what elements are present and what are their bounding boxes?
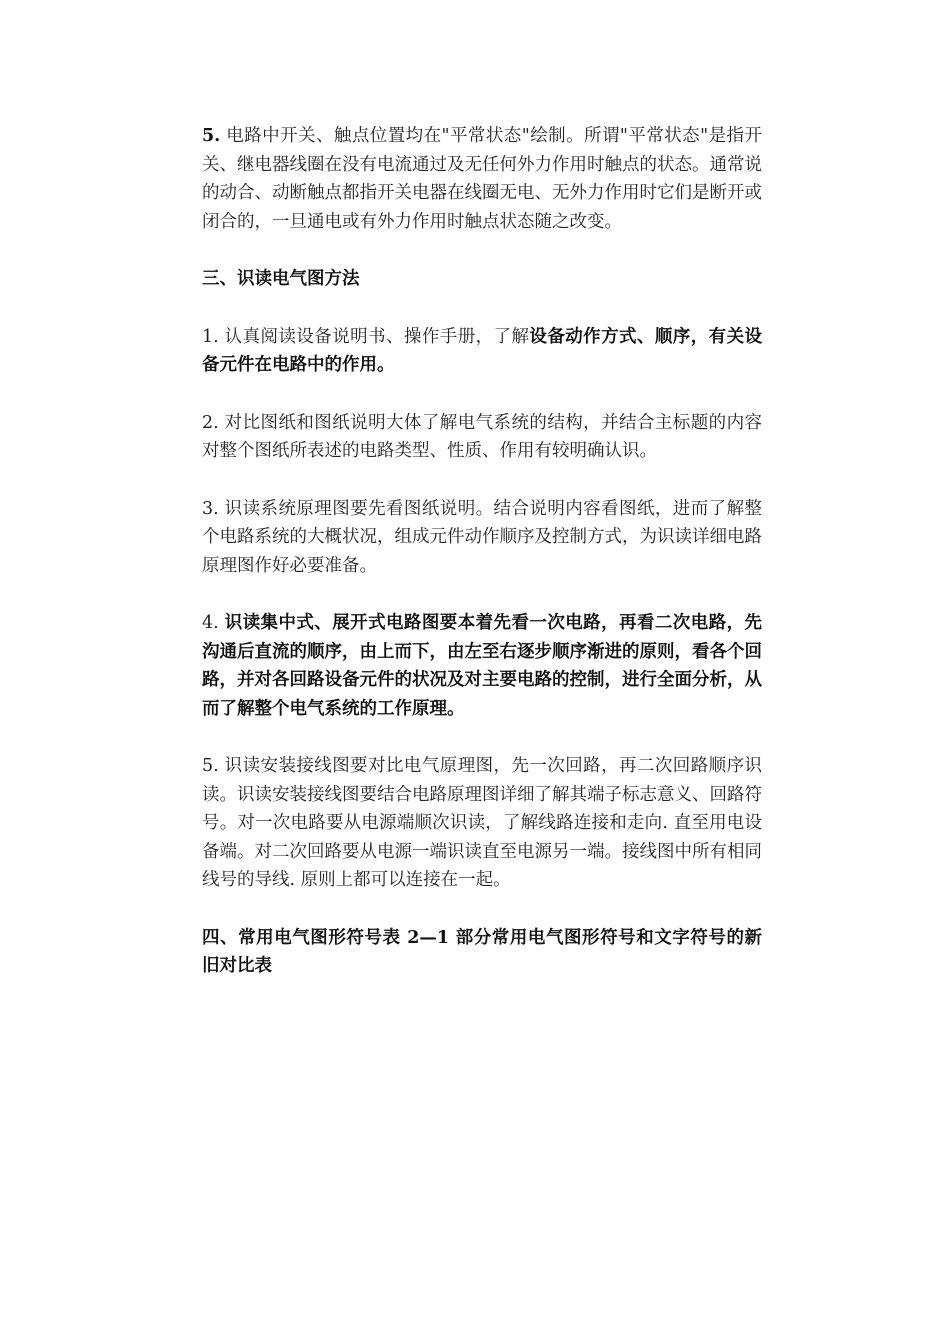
paragraph-number: 5.: [202, 126, 221, 146]
item-emphasis: 识读集中式、展开式电路图要本着先看一次电路，再看二次电路，先沟通后直流的顺序，由上而下，由左至右逐步顺序渐进的原则，看各个回路，并对各回路设备元件的状况及对主要电路的控制，进行全面分析，从而了解整个电气系统的工作原理。: [202, 613, 762, 719]
method-item-1: [202, 323, 762, 380]
paragraph-5-drawing-rule: [202, 122, 762, 236]
item-emphasis: 设备动作方式、顺序，有关设备元件在电路中的作用。: [202, 326, 762, 375]
method-item-5: 5. 识读安装接线图要对比电气原理图，先一次回路，再二次回路顺序识读。识读安装接线图要结合电路原理图详细了解其端子标志意义、回路符号。对一次电路要从电源端顺次识读，了解线路连接和走向. 直至用电设备端。对二次回路要从电源一端识读直至电源另一端。接线图中所有相同线号的导线. 原则上都可以连接在一起。: [202, 756, 762, 890]
method-item-2: 2. 对比图纸和图纸说明大体了解电气系统的结构，并结合主标题的内容对整个图纸所表述的电路类型、性质、作用有较明确认识。: [202, 412, 762, 461]
section-heading-3: 三、识读电气图方法: [202, 269, 360, 289]
item-number: 4.: [202, 613, 225, 633]
section-heading-4: 四、常用电气图形符号表 2—1 部分常用电气图形符号和文字符号的新旧对比表: [202, 927, 762, 976]
paragraph-text: 电路中开关、触点位置均在"平常状态"绘制。所谓"平常状态"是指开关、继电器线圈在没有电流通过及无任何外力作用时触点的状态。通常说的动合、动断触点都指开关电器在线圈无电、无外力作用时它们是断开或闭合的，一旦通电或有外力作用时触点状态随之改变。: [202, 126, 762, 232]
item-text: 1. 认真阅读设备说明书、操作手册，了解: [202, 326, 530, 347]
document-page: [202, 122, 762, 981]
method-item-4: [202, 609, 762, 723]
method-item-3: 3. 识读系统原理图要先看图纸说明。结合说明内容看图纸，进而了解整个电路系统的大概状况，组成元件动作顺序及控制方式，为识读详细电路原理图作好必要准备。: [202, 498, 762, 576]
